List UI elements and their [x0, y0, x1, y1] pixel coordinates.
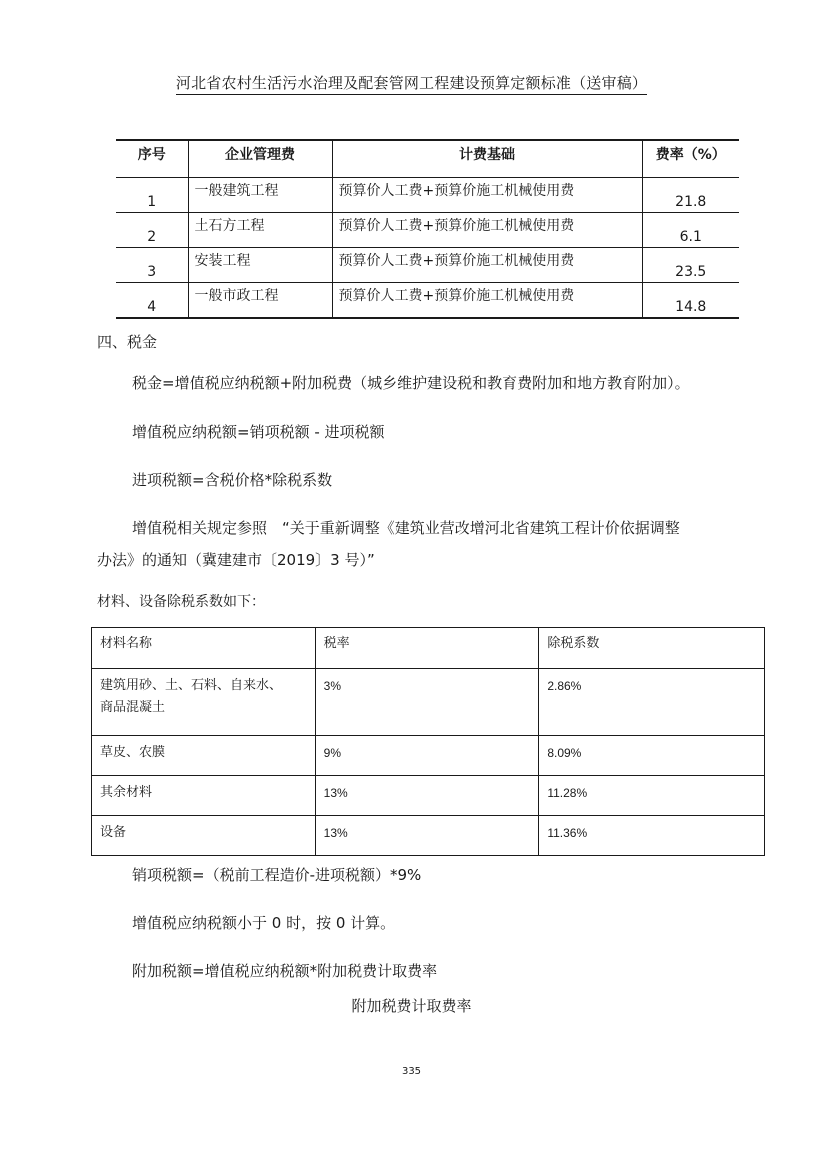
management-fee-table	[116, 139, 739, 319]
row-base: 预算价人工费+预算价施工机械使用费	[332, 248, 642, 283]
paragraph-surcharge: 附加税额=增值税应纳税额*附加税费计取费率	[132, 962, 438, 980]
table-row	[92, 776, 765, 816]
table-row	[116, 178, 739, 213]
row-base: 预算价人工费+预算价施工机械使用费	[332, 178, 642, 213]
header-title: 河北省农村生活污水治理及配套管网工程建设预算定额标准（送审稿）	[176, 72, 647, 95]
row-item: 一般建筑工程	[188, 178, 332, 213]
col-header-rate: 费率（%）	[642, 140, 739, 178]
row-no: 2	[116, 213, 188, 248]
table-row	[92, 816, 765, 856]
section-heading-tax: 四、税金	[97, 333, 158, 351]
row-rate: 23.5	[642, 248, 739, 283]
page-number: 335	[401, 1066, 422, 1077]
table-header-row	[116, 140, 739, 178]
vat-reference-line-2: 办法》的通知（冀建建市〔2019〕3 号）”	[97, 551, 375, 569]
material-name: 设备	[92, 816, 316, 856]
material-coefficient: 2.86%	[539, 669, 765, 736]
table-header-row	[92, 628, 765, 669]
material-name: 草皮、农膜	[92, 736, 316, 776]
material-tax-rate: 13%	[315, 816, 539, 856]
vat-reference-line-1: 增值税相关规定参照 “关于重新调整《建筑业营改增河北省建筑工程计价依据调整	[132, 519, 680, 537]
table-row	[116, 283, 739, 319]
row-item: 一般市政工程	[188, 283, 332, 319]
table-row	[92, 736, 765, 776]
material-name	[92, 669, 316, 736]
row-item: 安装工程	[188, 248, 332, 283]
material-name-line-2: 商品混凝土	[100, 700, 166, 715]
paragraph-output-tax: 销项税额=（税前工程造价-进项税额）*9%	[132, 866, 422, 884]
col-header-material: 材料名称	[92, 628, 316, 669]
col-header-coefficient: 除税系数	[539, 628, 765, 669]
paragraph-tax-definition: 税金=增值税应纳税额+附加税费（城乡维护建设税和教育费附加和地方教育附加）。	[132, 374, 690, 392]
surcharge-rate-title: 附加税费计取费率	[351, 997, 472, 1015]
material-tax-table	[91, 627, 765, 856]
row-item: 土石方工程	[188, 213, 332, 248]
table-row	[116, 213, 739, 248]
table-row	[92, 669, 765, 736]
col-header-tax-rate: 税率	[315, 628, 539, 669]
material-name-line-1: 建筑用砂、土、石料、自来水、	[100, 678, 283, 693]
material-tax-rate: 9%	[315, 736, 539, 776]
paragraph-vat-reference	[97, 512, 767, 576]
material-coefficient: 11.36%	[539, 816, 765, 856]
row-no: 1	[116, 178, 188, 213]
material-name: 其余材料	[92, 776, 316, 816]
row-base: 预算价人工费+预算价施工机械使用费	[332, 283, 642, 319]
row-rate: 6.1	[642, 213, 739, 248]
paragraph-zero-rule: 增值税应纳税额小于 0 时，按 0 计算。	[132, 914, 396, 932]
material-coefficient: 8.09%	[539, 736, 765, 776]
row-rate: 21.8	[642, 178, 739, 213]
material-table-caption: 材料、设备除税系数如下：	[97, 594, 265, 610]
material-tax-rate: 13%	[315, 776, 539, 816]
table-row	[116, 248, 739, 283]
material-tax-rate: 3%	[315, 669, 539, 736]
paragraph-vat-payable: 增值税应纳税额=销项税额 - 进项税额	[132, 423, 385, 441]
row-rate: 14.8	[642, 283, 739, 319]
col-header-item: 企业管理费	[188, 140, 332, 178]
row-no: 4	[116, 283, 188, 319]
col-header-no: 序号	[116, 140, 188, 178]
col-header-base: 计费基础	[332, 140, 642, 178]
row-base: 预算价人工费+预算价施工机械使用费	[332, 213, 642, 248]
paragraph-input-tax: 进项税额=含税价格*除税系数	[132, 471, 333, 489]
material-coefficient: 11.28%	[539, 776, 765, 816]
page-header	[0, 72, 823, 95]
row-no: 3	[116, 248, 188, 283]
